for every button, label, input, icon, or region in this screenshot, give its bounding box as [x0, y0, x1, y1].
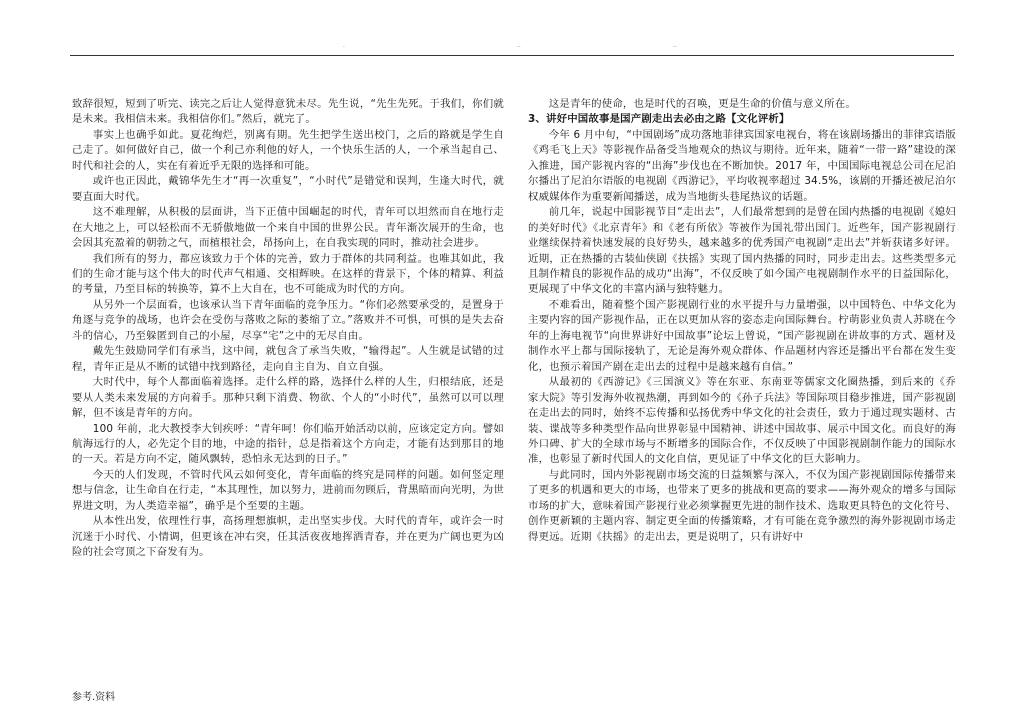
- header-rule: [70, 55, 954, 56]
- paragraph: 今天的人们发现，不管时代风云如何变化，青年面临的终究是同样的问题。如何竖定理想与信念，让生命自在行走，“本其理性，加以努力，进前而勿顾后，背黑暗而向光明，为世界进文明，为人类造幸福”，确乎是个至要的主题。: [72, 468, 504, 512]
- paragraph: 戴先生鼓励同学们有承当，这中间，就包含了承当失败，“输得起”。人生就是试错的过程，青年正是从不断的试错中找到路径，走向自主自为、自立自强。: [72, 345, 504, 373]
- paragraph: 事实上也确乎如此。夏花绚烂，别离有期。先生把学生送出校门，之后的路就是学生自己走了。如何做好自己，做一个利己亦利他的好人，一个快乐生活的人，一个承当起自己、时代和社会的人，实在有着近乎无限的选择和可能。: [72, 128, 504, 172]
- paragraph: 从本性出发，依理性行事，高扬理想旗帜，走出坚实步伐。大时代的青年，或许会一时沉迷于小时代、小情调，但更该在冲右突，任其活夜夜地挥洒青春，并在更为广阔也更为凶险的社会穹顶之下奋发有为。: [72, 515, 504, 559]
- paragraph: 致辞很短，短到了听完、读完之后让人觉得意犹未尽。先生说，“先生先死。于我们，你们就是未来。我相信未来。我相信你们。”然后，就完了。: [72, 98, 504, 126]
- paragraph: 这是青年的使命，也是时代的召唤，更是生命的价值与意义所在。: [548, 98, 856, 110]
- paragraph: 从最初的《西游记》《三国演义》等在东亚、东南亚等儒家文化圈热播，到后来的《乔家大院》等引发海外收视热潮，再到如今的《孙子兵法》等国际项目稳步推进，国产影视剧在走出去的同时，始终不忘传播和弘扬优秀中华文化的社会责任，致力于通过现实题材、古装、谍战等多种类型作品向世界彰显中国精神、讲述中国故事、展示中国文化。而良好的海外口碑、扩大的全球市场与不断增多的国际合作，不仅反映了中国影视剧制作能力的国际水准，也彰显了新时代国人的文化自信，更见证了中华文化的巨大影响力。: [528, 376, 956, 466]
- paragraph: 今年 6 月中旬，“中国剧场”成功落地菲律宾国家电视台，将在该剧场播出的菲律宾语版《鸡毛飞上天》等影视作品备受当地观众的热议与期待。近年来，随着“一带一路”建设的深入推进，国产影视内容的“出海”步伐也在不断加快。2017 年，中国国际电视总公司在尼泊尔播出了尼泊尔语版的电视剧《西游记》，平均收视率超过 34.5%，该剧的开播还被尼泊尔权威媒体作为重要新闻播送，成为当地街头巷尾热议的话题。: [528, 128, 956, 203]
- paragraph: 不难看出，随着整个国产影视剧行业的水平提升与力量增强，以中国特色、中华文化为主要内容的国产影视作品，正在以更加从容的姿态走向国际舞台。柠萌影业负责人苏晓在今年的上海电视节“向世界讲好中国故事”论坛上曾说，“国产影视剧在讲故事的方式、题材及制作水平上都与国际接轨了，无论是海外观众群体、作品题材内容还是播出平台都在发生变化，也预示着国产剧在走出去的过程中是越来越有自信。”: [528, 298, 956, 373]
- paragraph: 100 年前，北大教授李大钊疾呼：“青年呵！你们临开始活动以前，应该定定方向。譬如航海远行的人，必先定个目的地，中途的指针，总是指着这个方向走，才能有达到那目的地的一天。若是方向不定，随风飘转，恐怕永无达到的日子。”: [72, 422, 504, 466]
- paragraph: 我们所有的努力，都应该致力于个体的完善，致力于群体的共同利益。也唯其如此，我们的生命才能与这个伟大的时代声气相通、交相辉映。在这样的背景下，个体的精算、利益的考量，乃至目标的转换等，算不上大自在，也不可能成为时代的方向。: [72, 252, 504, 296]
- section-heading: 3、讲好中国故事是国产剧走出去必由之路【文化评析】: [528, 113, 790, 126]
- paragraph: 从另外一个层面看，也该承认当下青年面临的竞争压力。“你们必然要承受的，是置身于角逐与竞争的战场，也许会在受伤与落败之际的萎缩了立。”落败并不可惧，可惧的是失去奋斗的信心，乃至躲匿到自己的小屋，尽享“宅”之中的无尽自由。: [72, 298, 504, 342]
- header-mark: ··: [517, 44, 521, 51]
- left-column: [72, 97, 504, 561]
- paragraph: 与此同时，国内外影视剧市场交流的日益频繁与深入，不仅为国产影视剧国际传播带来了更多的机遇和更大的市场，也带来了更多的挑战和更高的要求——海外观众的增多与国际市场的扩大，意味着国产影视行业必须掌握更先进的制作技术、选取更具特色的文化符号、创作更新颖的主题内容、制定更全面的传播策略，才有可能在竞争激烈的海外影视剧市场走得更远。近期《扶摇》的走出去，更是说明了，只有讲好中: [528, 468, 956, 543]
- right-column: [528, 97, 956, 545]
- paragraph: 前几年，说起中国影视节目“走出去”，人们最常想到的是曾在国内热播的电视剧《媳妇的美好时代》《北京青年》和《老有所依》等被作为国礼带出国门。近些年，国产影视剧行业继续保持着快速发展的良好势头，越来越多的优秀国产电视剧“走出去”并斩获诸多好评。近期，正在热播的古装仙侠剧《扶摇》实现了国内热播的同时，同步走出去。这些类型多元且制作精良的影视作品的成功“出海”，不仅反映了如今国产电视剧制作水平的日益国际化，更展现了中华文化的丰富内涵与独特魅力。: [528, 206, 956, 296]
- header-mark: ·: [343, 44, 345, 51]
- paragraph: 大时代中，每个人都面临着选择。走什么样的路，选择什么样的人生，归根结底，还是要从人类未来发展的方向着手。那种只剩下消费、物欲、个人的“小时代”，虽然可以可以理解，但不该是青年的方向。: [72, 376, 504, 420]
- header-mark: ··: [673, 44, 677, 51]
- paragraph: 或许也正因此，戴锦华先生才“再一次重复”，“小时代”是错觉和误判，生逢大时代，就要直面大时代。: [72, 175, 504, 203]
- paragraph: 这不难理解，从积极的层面讲，当下正值中国崛起的时代，青年可以坦然而自在地行走在大地之上，可以轻松而不无骄傲地做一个来自中国的世界公民。青年渐次展开的生命，也会因其充盈着的朝勃之气，而植根社会，昂扬向上，在自我实现的同时，推动社会进步。: [72, 206, 504, 250]
- footer-label: 参考.资料: [72, 692, 116, 703]
